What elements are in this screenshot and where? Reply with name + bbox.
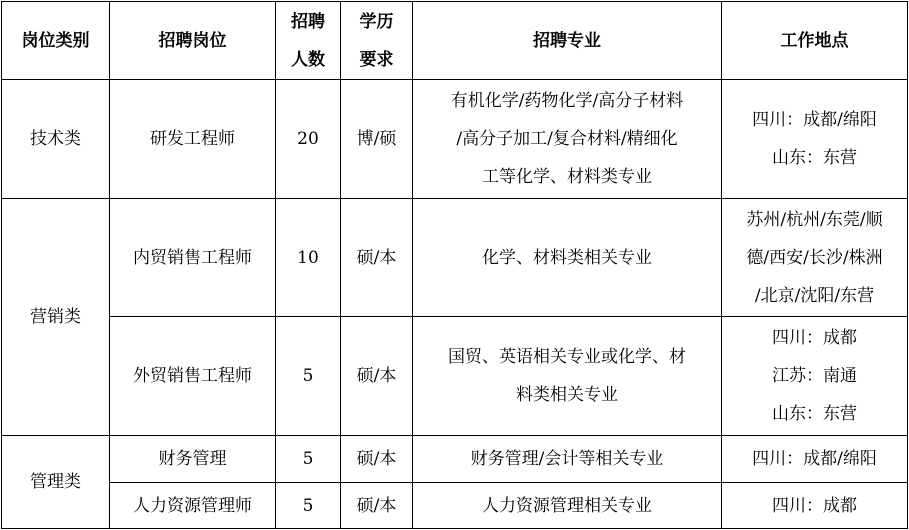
location-line: 四川：成都/绵阳 <box>752 449 877 469</box>
location-line: 四川：成都 <box>772 328 857 348</box>
major-cell <box>413 483 722 529</box>
major-cell <box>413 317 722 436</box>
location-line: 山东：东营 <box>772 148 857 168</box>
education-cell: 硕/本 <box>341 317 413 436</box>
header-major: 招聘专业 <box>413 2 722 80</box>
position-cell: 人力资源管理师 <box>110 483 276 529</box>
major-line: 有机化学/药物化学/高分子材料 <box>450 91 684 111</box>
location-line: 苏州/杭州/东莞/顺 <box>746 209 883 230</box>
major-line: 国贸、英语相关专业或化学、材 <box>448 347 686 367</box>
count-cell: 5 <box>276 317 341 436</box>
category-cell: 技术类 <box>2 80 110 199</box>
education-cell: 硕/本 <box>341 199 413 317</box>
major-cell <box>413 436 722 483</box>
table-row <box>2 317 908 436</box>
location-cell <box>722 317 908 436</box>
location-line: 山东：东营 <box>772 404 857 424</box>
category-cell: 营销类 <box>2 199 110 436</box>
header-education-line: 要求 <box>359 49 394 70</box>
table-row <box>2 199 908 317</box>
count-cell: 10 <box>276 199 341 317</box>
header-count-line: 人数 <box>291 49 325 70</box>
education-cell: 博/硕 <box>341 80 413 199</box>
count-cell: 5 <box>276 436 341 483</box>
table-row <box>2 483 908 529</box>
header-education-line: 学历 <box>359 11 394 32</box>
position-cell: 外贸销售工程师 <box>110 317 276 436</box>
location-cell <box>722 436 908 483</box>
position-cell: 财务管理 <box>110 436 276 483</box>
count-cell: 20 <box>276 80 341 199</box>
major-line: 料类相关专业 <box>516 385 618 405</box>
position-cell: 研发工程师 <box>110 80 276 199</box>
education-cell: 硕/本 <box>341 436 413 483</box>
table-row <box>2 80 908 199</box>
location-line: 四川：成都 <box>772 495 857 516</box>
location-line: 德/西安/长沙/株洲 <box>746 247 883 268</box>
major-cell <box>413 80 722 199</box>
header-position: 招聘岗位 <box>110 2 276 80</box>
position-cell: 内贸销售工程师 <box>110 199 276 317</box>
major-line: 人力资源管理相关专业 <box>482 495 652 516</box>
location-cell <box>722 483 908 529</box>
header-category: 岗位类别 <box>2 2 110 80</box>
major-line: 工等化学、材料类专业 <box>482 167 652 187</box>
major-line: 化学、材料类相关专业 <box>482 247 652 268</box>
location-line: /北京/沈阳/东营 <box>754 285 875 306</box>
location-cell <box>722 80 908 199</box>
category-cell: 管理类 <box>2 436 110 529</box>
location-line: 四川：成都/绵阳 <box>752 110 877 130</box>
location-line: 江苏：南通 <box>772 366 857 386</box>
header-count-line: 招聘 <box>291 11 325 32</box>
count-cell: 5 <box>276 483 341 529</box>
header-location: 工作地点 <box>722 2 908 80</box>
table-row <box>2 436 908 483</box>
header-count <box>276 2 341 80</box>
major-line: 财务管理/会计等相关专业 <box>470 449 664 469</box>
location-cell <box>722 199 908 317</box>
recruitment-table <box>1 1 908 529</box>
major-cell <box>413 199 722 317</box>
table-header-row <box>2 2 908 80</box>
header-education <box>341 2 413 80</box>
education-cell: 硕/本 <box>341 483 413 529</box>
major-line: /高分子加工/复合材料/精细化 <box>456 129 678 149</box>
